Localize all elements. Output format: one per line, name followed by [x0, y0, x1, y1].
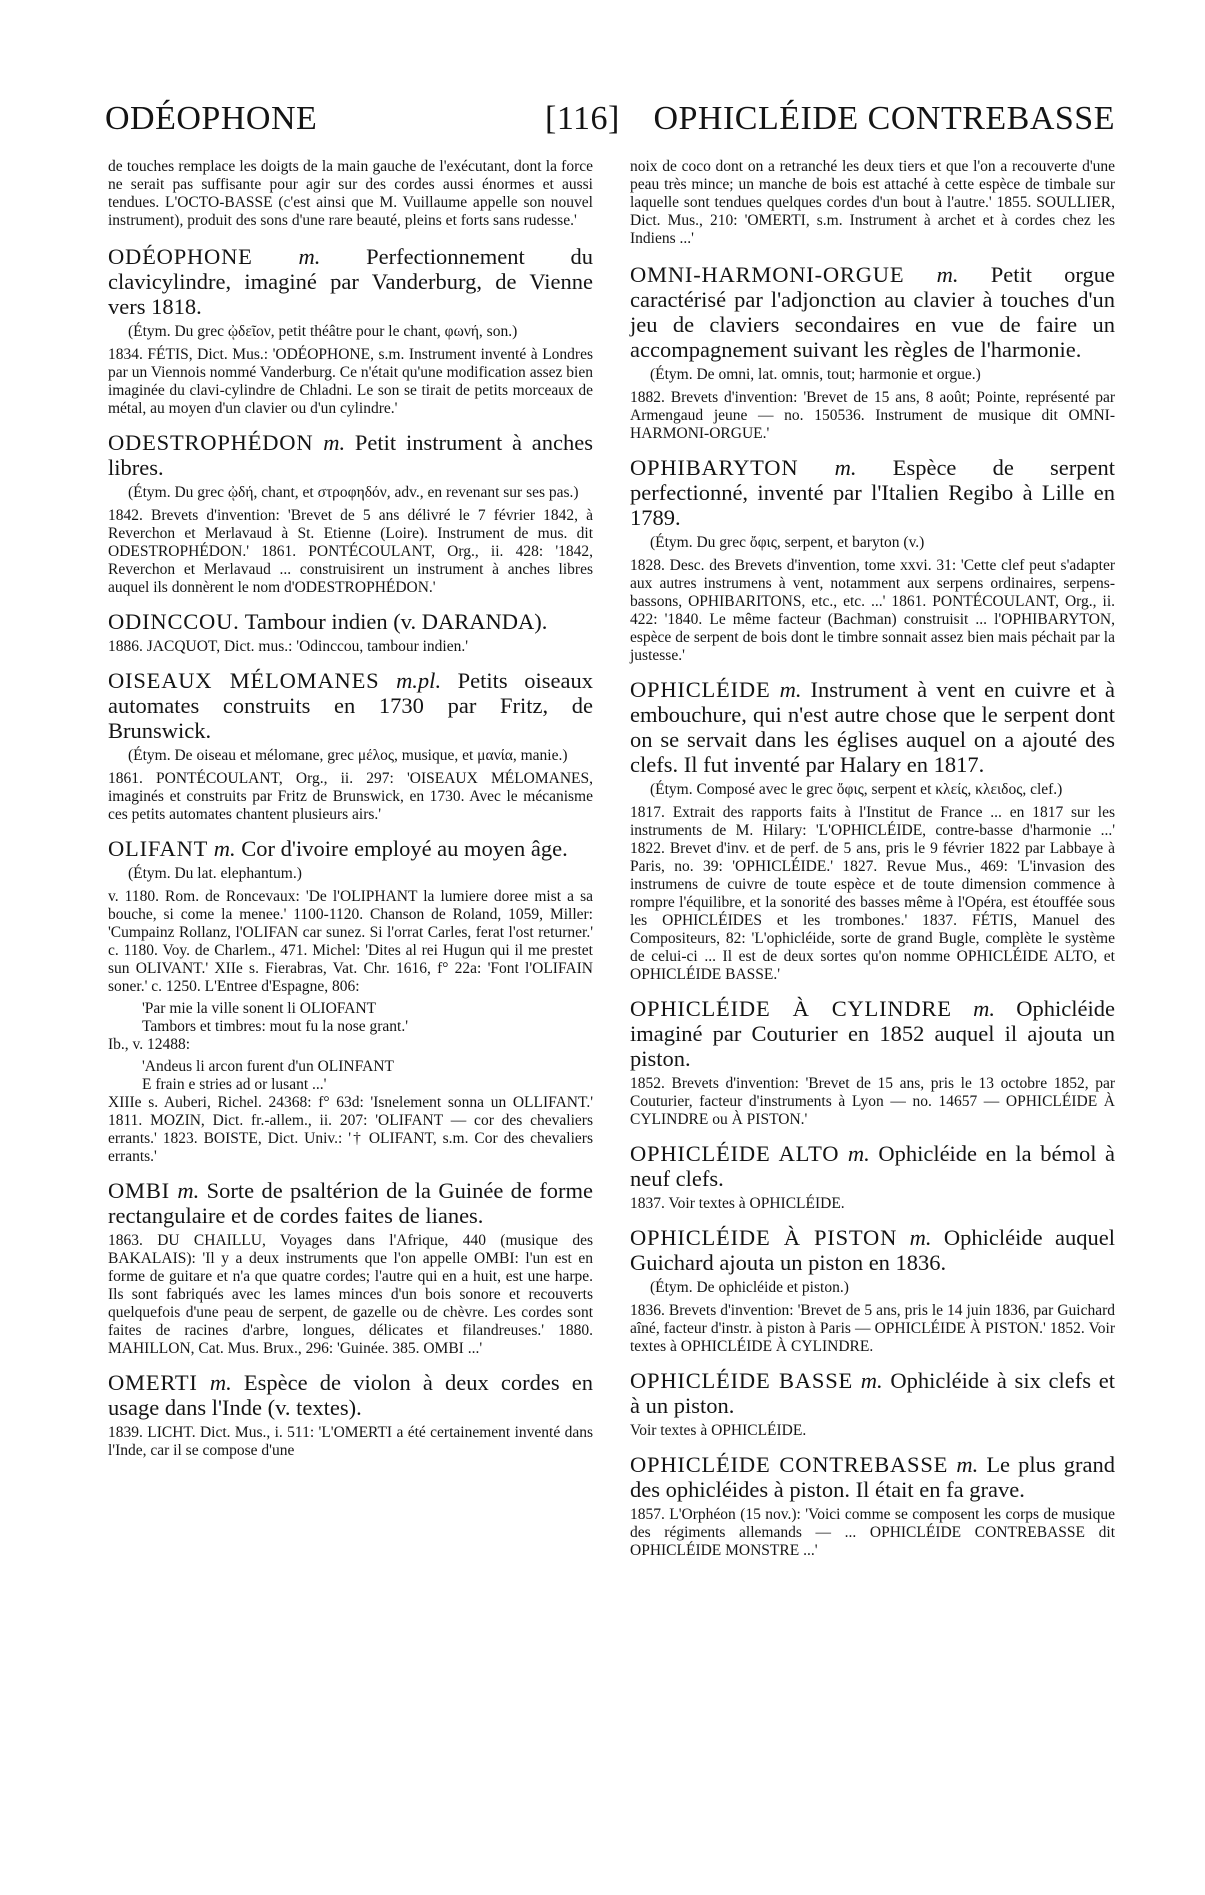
definition: Cor d'ivoire employé au moyen âge. [241, 836, 568, 861]
headword: OPHICLÉIDE ALTO [630, 1141, 840, 1166]
grammar-label: m. [936, 262, 959, 287]
citation: 1886. JACQUOT, Dict. mus.: 'Odinccou, tambour indien.' [108, 638, 469, 655]
entry-heading [630, 1452, 1115, 1502]
headword: ODÉOPHONE [108, 244, 253, 269]
citation: XIIIe s. Auberi, Richel. 24368: f° 63d: 'Isnelement sonna un OLLIFANT.' 1811. MOZIN, Dict. fr.-allem., ii. 207: 'OLIFANT — cor des chevaliers errants.' 1823. BOISTE, Dict. Univ.: '† OLIFANT, s.m. Cor des chevaliers errants.' [108, 1094, 593, 1165]
etymology: (Étym. De oiseau et mélomane, grec μέλος, musique, et μανία, manie.) [128, 747, 568, 764]
entry-odinccou [108, 609, 593, 656]
entry-heading [630, 1368, 1115, 1418]
entry-ophicleide-a-cylindre [630, 996, 1115, 1129]
headword: OPHICLÉIDE À PISTON [630, 1225, 898, 1250]
definition: Le plus grand des ophicléides à piston. Il était en fa grave. [630, 1452, 1115, 1502]
grammar-label: m. [209, 1370, 232, 1395]
citation: 1817. Extrait des rapports faits à l'Institut de France ... en 1817 sur les instruments de M. Hilary: 'L'OPHICLÉIDE, contre-basse d'harmonie ...' 1822. Brevet d'inv. et de perf. de 5 ans, pris le 9 février 1822 par Labbaye à Paris, no. 39: 'OPHICLÉIDE.' 1827. Revue Mus., 469: 'L'invasion des instrumens de cuivre de toute espèce et de toute dimension commence à rompre l'équilibre, et la sonorité des basses même à l'Opéra, est étouffée sous les OPHICLÉIDES et les trombones.' 1837. FÉTIS, Manuel des Compositeurs, 82: 'L'ophicléide, sorte de grand Bugle, complète le système de celui-ci ... Il est de deux sortes qu'on nomme OPHICLÉIDE ALTO, et OPHICLÉIDE BASSE.' [630, 804, 1115, 983]
citation: 1839. LICHT. Dict. Mus., i. 511: 'L'OMERTI a été certainement inventé dans l'Inde, car il se compose d'une [108, 1424, 593, 1459]
etymology: (Étym. De omni, lat. omnis, tout; harmonie et orgue.) [650, 366, 981, 383]
entry-heading [630, 677, 1115, 777]
grammar-label: m. [779, 677, 802, 702]
grammar-label: m. [323, 430, 346, 455]
entry-heading [108, 430, 593, 480]
entry-heading [108, 609, 593, 634]
citation: 1837. Voir textes à OPHICLÉIDE. [630, 1195, 845, 1212]
etymology: (Étym. Du lat. elephantum.) [128, 865, 302, 882]
page-number: [116] [545, 100, 620, 137]
definition: Ophicléide en la bémol à neuf clefs. [630, 1141, 1115, 1191]
headword: ODINCCOU. [108, 609, 240, 634]
entry-heading [108, 244, 593, 319]
left-column [108, 158, 593, 1472]
entry-heading [630, 1141, 1115, 1191]
entry-ophicleide-a-piston [630, 1225, 1115, 1356]
entry-ombi [108, 1178, 593, 1358]
entry-omerti [108, 1370, 593, 1460]
verse-line: 'Andeus li arcon furent d'un OLINFANT [142, 1058, 394, 1075]
headword: OPHICLÉIDE BASSE [630, 1368, 854, 1393]
running-head-left: ODÉOPHONE [105, 100, 318, 137]
etymology: (Étym. Du grec ὄφις, serpent, et baryton (v.) [650, 534, 925, 551]
continuation-text: de touches remplace les doigts de la main gauche de l'exécutant, dont la force ne serait pas suffisante pour agir sur des cordes aussi énormes et aussi tendues. L'OCTO-BASSE (c'est ainsi que M. Vuillaume appelle son nouvel instrument), produit des sons d'une rare beauté, pleins et forts sans rudesse.' [108, 158, 593, 229]
grammar-label: m.pl. [396, 668, 442, 693]
entry-omni-harmoni-orgue [630, 262, 1115, 443]
headword: OPHIBARYTON [630, 455, 799, 480]
grammar-label: m. [909, 1225, 932, 1250]
etymology: (Étym. Composé avec le grec ὄφις, serpent et κλείς, κλειδος, clef.) [650, 781, 1063, 798]
definition: Petits oiseaux automates construits en 1730 par Fritz, de Brunswick. [108, 668, 594, 743]
definition: Petit instrument à anches libres. [108, 430, 594, 480]
entry-ophicleide [630, 677, 1115, 984]
definition: Ophicléide à six clefs et à un piston. [630, 1368, 1115, 1418]
entry-heading [630, 996, 1115, 1071]
entry-oiseaux-melomanes [108, 668, 593, 824]
grammar-label: m. [860, 1368, 883, 1393]
grammar-label: m. [847, 1141, 870, 1166]
headword: OPHICLÉIDE [630, 677, 771, 702]
verse-line: 'Par mie la ville sonent li OLIOFANT [142, 1000, 377, 1017]
grammar-label: m. [177, 1178, 200, 1203]
citation: 1842. Brevets d'invention: 'Brevet de 5 ans délivré le 7 février 1842, à Reverchon et Merlavaud à St. Etienne (Loire). Instrument de mus. dit ODESTROPHÉDON.' 1861. PONTÉCOULANT, Org., ii. 428: '1842, Reverchon et Merlavaud ... construisirent un instrument à anches libres auquel ils donnèrent le nom d'ODESTROPHÉDON.' [108, 507, 593, 596]
entry-ophicleide-basse [630, 1368, 1115, 1440]
definition: Perfectionnement du clavicylindre, imaginé par Vanderburg, de Vienne vers 1818. [108, 244, 594, 319]
page-header [105, 100, 1115, 150]
entry-heading [108, 1178, 593, 1228]
definition: Ophicléide imaginé par Couturier en 1852 auquel il ajouta un piston. [630, 996, 1115, 1071]
citation: 1863. DU CHAILLU, Voyages dans l'Afrique, 440 (musique des BAKALAIS): 'Il y a deux instruments que l'on appelle OMBI: l'un est en forme de guitare et n'a que quatre cordes; l'autre qui en a huit, est une harpe. Ils sont fabriqués avec les lames minces d'un bois sonore et recouverts quelquefois d'une peau de serpent, de gazelle ou de chèvre. Les cordes sont faites de racines d'arbre, longues, délicates et filandreuses.' 1880. MAHILLON, Cat. Mus. Brux., 296: 'Guinée. 385. OMBI ...' [108, 1232, 593, 1357]
citation: 1861. PONTÉCOULANT, Org., ii. 297: 'OISEAUX MÉLOMANES, imaginés et construits par Fritz de Brunswick, en 1730. Avec le mécanisme ces petits automates chantent plusieurs airs.' [108, 770, 593, 823]
etymology: (Étym. De ophicléide et piston.) [650, 1279, 849, 1296]
entry-heading [630, 1225, 1115, 1275]
entry-olifant [108, 836, 593, 1166]
verse-line: Tambors et timbres: mout fu la nose grant.' [142, 1018, 409, 1035]
headword: OMBI [108, 1178, 170, 1203]
etymology: (Étym. Du grec ᾠδή, chant, et στροφηδόν, adv., en revenant sur ses pas.) [128, 484, 579, 501]
citation: Ib., v. 12488: [108, 1036, 191, 1053]
headword: OMNI-HARMONI-ORGUE [630, 262, 905, 287]
citation: v. 1180. Rom. de Roncevaux: 'De l'OLIPHANT la lumiere doree mist a sa bouche, si come la menee.' 1100-1120. Chanson de Roland, 1059, Miller: 'Cumpainz Rollanz, l'OLIFAN car sunez. Si l'orrat Carles, ferat l'ost returner.' c. 1180. Voy. de Charlem., 471. Michel: 'Dites al rei Hugun qui il me prestet sun OLIVANT.' XIIe s. Fierabras, Vat. Chr. 1616, f° 22a: 'Font l'OLIFAIN soner.' c. 1250. L'Entree d'Espagne, 806: [108, 888, 593, 995]
citation: 1836. Brevets d'invention: 'Brevet de 5 ans, pris le 14 juin 1836, par Guichard aîné, facteur d'instr. à piston à Paris — OPHICLÉIDE À PISTON.' 1852. Voir textes à OPHICLÉIDE À CYLINDRE. [630, 1302, 1115, 1355]
entry-odestrophedon [108, 430, 593, 597]
grammar-label: m. [298, 244, 321, 269]
definition: Espèce de violon à deux cordes en usage dans l'Inde (v. textes). [108, 1370, 594, 1420]
verse-line: E frain e stries ad or lusant ...' [142, 1076, 327, 1093]
right-column [630, 158, 1115, 1572]
grammar-label: m. [973, 996, 995, 1021]
entry-heading [630, 262, 1115, 362]
citation: 1834. FÉTIS, Dict. Mus.: 'ODÉOPHONE, s.m. Instrument inventé à Londres par un Viennois nommé Vanderburg. Ce n'était qu'une modification assez bien imaginée du clavi-cylindre de Chladni. Le son se tirait de petits morceaux de métal, au moyen d'un clavier ou d'un cylindre.' [108, 346, 593, 417]
headword: OMERTI [108, 1370, 198, 1395]
entry-ophicleide-alto [630, 1141, 1115, 1213]
entry-heading [630, 455, 1115, 530]
headword: OPHICLÉIDE À CYLINDRE [630, 996, 952, 1021]
definition: Instrument à vent en cuivre et à embouchure, qui n'est autre chose que le serpent dont on se servait dans les églises auquel on a ajouté des clefs. Il fut inventé par Halary en 1817. [630, 677, 1115, 777]
citation: 1882. Brevets d'invention: 'Brevet de 15 ans, 8 août; Pointe, représenté par Armengaud jeune — no. 150536. Instrument de musique dit OMNI-HARMONI-ORGUE.' [630, 389, 1115, 442]
entry-heading [108, 668, 593, 743]
headword: ODESTROPHÉDON [108, 430, 314, 455]
definition: Sorte de psaltérion de la Guinée de forme rectangulaire et de cordes faites de lianes. [108, 1178, 594, 1228]
grammar-label: m. [956, 1452, 979, 1477]
continuation-text: noix de coco dont on a retranché les deux tiers et que l'on a recouverte d'une peau très mince; un manche de bois est attaché à cette espèce de timbale sur laquelle sont tendues quelques cordes d'un bout à l'autre.' 1855. SOULLIER, Dict. Mus., 210: 'OMERTI, s.m. Instrument à archet et à cordes chez les Indiens ...' [630, 158, 1115, 247]
definition: Espèce de serpent perfectionné, inventé par l'Italien Regibo à Lille en 1789. [630, 455, 1116, 530]
definition: Ophicléide auquel Guichard ajouta un piston en 1836. [630, 1225, 1116, 1275]
citation: 1828. Desc. des Brevets d'invention, tome xxvi. 31: 'Cette clef peut s'adapter aux autres instrumens à vent, notamment aux serpens ordinaires, serpens-bassons, OPHIBARITONS, etc., etc. ...' 1861. PONTÉCOULANT, Org., ii. 422: '1840. Le même facteur (Bachman) construisit ... l'OPHIBARYTON, espèce de serpent de bois dont le timbre sonnait assez bien mais péchait par la justesse.' [630, 557, 1115, 664]
headword: OPHICLÉIDE CONTREBASSE [630, 1452, 949, 1477]
running-head-right: OPHICLÉIDE CONTREBASSE [653, 100, 1115, 137]
definition: Tambour indien (v. DARANDA). [244, 609, 548, 634]
entry-heading [108, 1370, 593, 1420]
entry-odeophone [108, 244, 593, 418]
entry-ophicleide-contrebasse [630, 1452, 1115, 1560]
citation: Voir textes à OPHICLÉIDE. [630, 1422, 807, 1439]
grammar-label: m. [834, 455, 857, 480]
headword: OISEAUX MÉLOMANES [108, 668, 380, 693]
definition: Petit orgue caractérisé par l'adjonction au clavier à touches d'un jeu de claviers secondaires en vue de faire un accompagnement suivant les règles de l'harmonie. [630, 262, 1115, 362]
etymology: (Étym. Du grec ᾠδεῖον, petit théâtre pour le chant, φωνή, son.) [128, 323, 518, 340]
entry-ophibaryton [630, 455, 1115, 665]
grammar-label: m. [213, 836, 236, 861]
citation: 1857. L'Orphéon (15 nov.): 'Voici comme se composent les corps de musique des régiments allemands — ... OPHICLÉIDE CONTREBASSE dit OPHICLÉIDE MONSTRE ...' [630, 1506, 1115, 1559]
entry-heading [108, 836, 593, 861]
citation: 1852. Brevets d'invention: 'Brevet de 15 ans, pris le 13 octobre 1852, par Couturier, facteur d'instruments à Lyon — no. 14657 — OPHICLÉIDE À CYLINDRE ou À PISTON.' [630, 1075, 1115, 1128]
headword: OLIFANT [108, 836, 209, 861]
